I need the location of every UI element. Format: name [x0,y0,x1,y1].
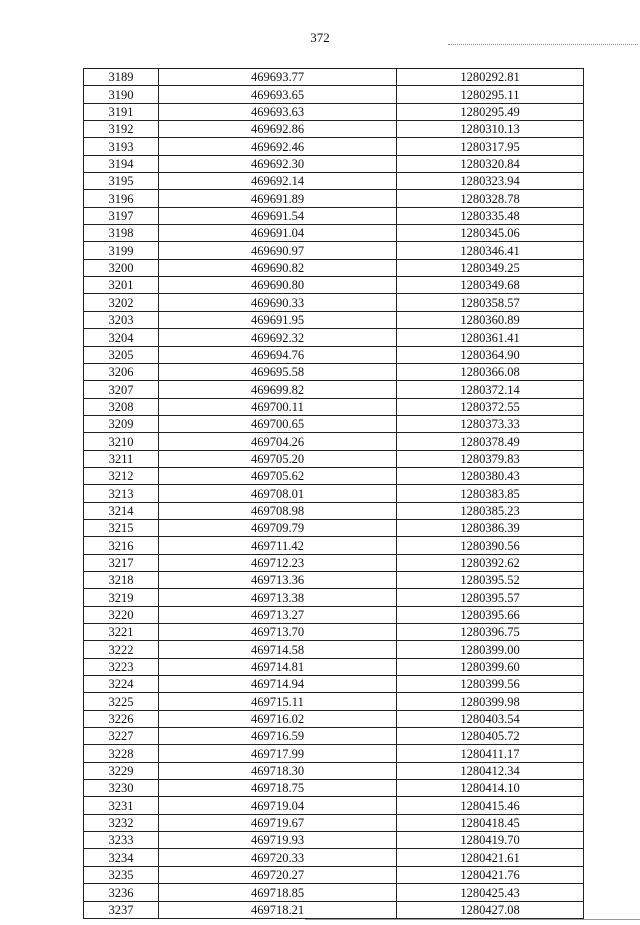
page-number: 372 [310,30,330,45]
x-coordinate-cell: 469712.23 [159,554,397,571]
table-row [84,138,584,155]
table-row [84,797,584,814]
table-row [84,728,584,745]
point-number-cell: 3227 [84,728,159,745]
point-number-cell: 3235 [84,866,159,883]
table-row [84,866,584,883]
x-coordinate-cell: 469692.14 [159,173,397,190]
x-coordinate-cell: 469720.33 [159,849,397,866]
x-coordinate-cell: 469690.33 [159,294,397,311]
table-row [84,780,584,797]
y-coordinate-cell: 1280395.66 [397,606,584,623]
table-row [84,398,584,415]
y-coordinate-cell: 1280405.72 [397,728,584,745]
point-number-cell: 3214 [84,502,159,519]
y-coordinate-cell: 1280372.14 [397,381,584,398]
point-number-cell: 3226 [84,710,159,727]
y-coordinate-cell: 1280412.34 [397,762,584,779]
point-number-cell: 3217 [84,554,159,571]
x-coordinate-cell: 469692.46 [159,138,397,155]
x-coordinate-cell: 469692.30 [159,155,397,172]
table-row [84,762,584,779]
table-row [84,554,584,571]
table-row [84,832,584,849]
x-coordinate-cell: 469691.95 [159,311,397,328]
point-number-cell: 3213 [84,485,159,502]
table-row [84,329,584,346]
point-number-cell: 3219 [84,589,159,606]
x-coordinate-cell: 469720.27 [159,866,397,883]
y-coordinate-cell: 1280364.90 [397,346,584,363]
x-coordinate-cell: 469700.11 [159,398,397,415]
x-coordinate-cell: 469719.93 [159,832,397,849]
point-number-cell: 3206 [84,363,159,380]
y-coordinate-cell: 1280386.39 [397,519,584,536]
point-number-cell: 3223 [84,658,159,675]
y-coordinate-cell: 1280292.81 [397,69,584,86]
table-row [84,103,584,120]
y-coordinate-cell: 1280378.49 [397,433,584,450]
y-coordinate-cell: 1280421.61 [397,849,584,866]
table-row [84,277,584,294]
x-coordinate-cell: 469714.94 [159,676,397,693]
table-row [84,589,584,606]
table-row [84,69,584,86]
table-row [84,225,584,242]
table-row [84,745,584,762]
table-row [84,901,584,918]
x-coordinate-cell: 469713.36 [159,571,397,588]
table-row [84,259,584,276]
y-coordinate-cell: 1280360.89 [397,311,584,328]
y-coordinate-cell: 1280385.23 [397,502,584,519]
point-number-cell: 3225 [84,693,159,710]
x-coordinate-cell: 469690.82 [159,259,397,276]
point-number-cell: 3202 [84,294,159,311]
point-number-cell: 3212 [84,467,159,484]
x-coordinate-cell: 469708.01 [159,485,397,502]
table-row [84,381,584,398]
point-number-cell: 3197 [84,207,159,224]
table-row [84,450,584,467]
x-coordinate-cell: 469693.65 [159,86,397,103]
table-row [84,693,584,710]
point-number-cell: 3228 [84,745,159,762]
table-row [84,363,584,380]
point-number-cell: 3208 [84,398,159,415]
point-number-cell: 3220 [84,606,159,623]
y-coordinate-cell: 1280295.11 [397,86,584,103]
y-coordinate-cell: 1280411.17 [397,745,584,762]
x-coordinate-cell: 469718.85 [159,884,397,901]
table-row [84,849,584,866]
table-row [84,502,584,519]
x-coordinate-cell: 469717.99 [159,745,397,762]
coordinates-table-body [84,69,584,919]
x-coordinate-cell: 469718.21 [159,901,397,918]
point-number-cell: 3221 [84,624,159,641]
point-number-cell: 3194 [84,155,159,172]
x-coordinate-cell: 469690.80 [159,277,397,294]
point-number-cell: 3211 [84,450,159,467]
table-row [84,467,584,484]
y-coordinate-cell: 1280349.68 [397,277,584,294]
y-coordinate-cell: 1280346.41 [397,242,584,259]
table-row [84,641,584,658]
y-coordinate-cell: 1280295.49 [397,103,584,120]
x-coordinate-cell: 469694.76 [159,346,397,363]
x-coordinate-cell: 469718.30 [159,762,397,779]
table-row [84,190,584,207]
x-coordinate-cell: 469708.98 [159,502,397,519]
table-row [84,676,584,693]
y-coordinate-cell: 1280383.85 [397,485,584,502]
y-coordinate-cell: 1280396.75 [397,624,584,641]
y-coordinate-cell: 1280418.45 [397,814,584,831]
table-row [84,294,584,311]
point-number-cell: 3193 [84,138,159,155]
point-number-cell: 3215 [84,519,159,536]
x-coordinate-cell: 469713.38 [159,589,397,606]
point-number-cell: 3196 [84,190,159,207]
y-coordinate-cell: 1280425.43 [397,884,584,901]
point-number-cell: 3209 [84,415,159,432]
point-number-cell: 3191 [84,103,159,120]
point-number-cell: 3216 [84,537,159,554]
y-coordinate-cell: 1280403.54 [397,710,584,727]
table-row [84,884,584,901]
point-number-cell: 3190 [84,86,159,103]
table-row [84,606,584,623]
coordinates-table [83,68,584,919]
point-number-cell: 3192 [84,121,159,138]
table-row [84,571,584,588]
x-coordinate-cell: 469691.04 [159,225,397,242]
bottom-rule [305,919,640,920]
x-coordinate-cell: 469714.81 [159,658,397,675]
x-coordinate-cell: 469714.58 [159,641,397,658]
table-row [84,242,584,259]
point-number-cell: 3218 [84,571,159,588]
x-coordinate-cell: 469705.62 [159,467,397,484]
y-coordinate-cell: 1280328.78 [397,190,584,207]
x-coordinate-cell: 469719.04 [159,797,397,814]
top-dotted-rule [448,44,638,45]
x-coordinate-cell: 469704.26 [159,433,397,450]
x-coordinate-cell: 469709.79 [159,519,397,536]
y-coordinate-cell: 1280335.48 [397,207,584,224]
y-coordinate-cell: 1280390.56 [397,537,584,554]
x-coordinate-cell: 469716.59 [159,728,397,745]
y-coordinate-cell: 1280358.57 [397,294,584,311]
x-coordinate-cell: 469692.86 [159,121,397,138]
point-number-cell: 3222 [84,641,159,658]
point-number-cell: 3236 [84,884,159,901]
x-coordinate-cell: 469713.27 [159,606,397,623]
table-row [84,173,584,190]
x-coordinate-cell: 469699.82 [159,381,397,398]
x-coordinate-cell: 469693.77 [159,69,397,86]
y-coordinate-cell: 1280310.13 [397,121,584,138]
point-number-cell: 3210 [84,433,159,450]
table-row [84,207,584,224]
table-row [84,710,584,727]
y-coordinate-cell: 1280414.10 [397,780,584,797]
y-coordinate-cell: 1280419.70 [397,832,584,849]
table-row [84,311,584,328]
y-coordinate-cell: 1280415.46 [397,797,584,814]
y-coordinate-cell: 1280361.41 [397,329,584,346]
y-coordinate-cell: 1280349.25 [397,259,584,276]
x-coordinate-cell: 469713.70 [159,624,397,641]
point-number-cell: 3230 [84,780,159,797]
table-row [84,537,584,554]
point-number-cell: 3203 [84,311,159,328]
y-coordinate-cell: 1280379.83 [397,450,584,467]
point-number-cell: 3232 [84,814,159,831]
y-coordinate-cell: 1280395.52 [397,571,584,588]
x-coordinate-cell: 469715.11 [159,693,397,710]
table-row [84,658,584,675]
point-number-cell: 3237 [84,901,159,918]
point-number-cell: 3201 [84,277,159,294]
y-coordinate-cell: 1280323.94 [397,173,584,190]
point-number-cell: 3233 [84,832,159,849]
y-coordinate-cell: 1280392.62 [397,554,584,571]
y-coordinate-cell: 1280399.00 [397,641,584,658]
y-coordinate-cell: 1280421.76 [397,866,584,883]
point-number-cell: 3229 [84,762,159,779]
point-number-cell: 3224 [84,676,159,693]
y-coordinate-cell: 1280317.95 [397,138,584,155]
point-number-cell: 3234 [84,849,159,866]
table-row [84,485,584,502]
y-coordinate-cell: 1280399.60 [397,658,584,675]
x-coordinate-cell: 469716.02 [159,710,397,727]
x-coordinate-cell: 469719.67 [159,814,397,831]
point-number-cell: 3198 [84,225,159,242]
table-row [84,121,584,138]
x-coordinate-cell: 469711.42 [159,537,397,554]
point-number-cell: 3195 [84,173,159,190]
x-coordinate-cell: 469691.54 [159,207,397,224]
point-number-cell: 3189 [84,69,159,86]
table-row [84,433,584,450]
y-coordinate-cell: 1280427.08 [397,901,584,918]
x-coordinate-cell: 469690.97 [159,242,397,259]
table-row [84,155,584,172]
y-coordinate-cell: 1280372.55 [397,398,584,415]
point-number-cell: 3205 [84,346,159,363]
y-coordinate-cell: 1280373.33 [397,415,584,432]
x-coordinate-cell: 469692.32 [159,329,397,346]
point-number-cell: 3204 [84,329,159,346]
y-coordinate-cell: 1280399.98 [397,693,584,710]
table-row [84,624,584,641]
y-coordinate-cell: 1280399.56 [397,676,584,693]
point-number-cell: 3199 [84,242,159,259]
y-coordinate-cell: 1280320.84 [397,155,584,172]
x-coordinate-cell: 469700.65 [159,415,397,432]
y-coordinate-cell: 1280345.06 [397,225,584,242]
table-row [84,346,584,363]
x-coordinate-cell: 469691.89 [159,190,397,207]
y-coordinate-cell: 1280395.57 [397,589,584,606]
point-number-cell: 3207 [84,381,159,398]
x-coordinate-cell: 469693.63 [159,103,397,120]
table-row [84,86,584,103]
x-coordinate-cell: 469695.58 [159,363,397,380]
point-number-cell: 3231 [84,797,159,814]
x-coordinate-cell: 469705.20 [159,450,397,467]
table-row [84,814,584,831]
y-coordinate-cell: 1280366.08 [397,363,584,380]
point-number-cell: 3200 [84,259,159,276]
table-row [84,519,584,536]
x-coordinate-cell: 469718.75 [159,780,397,797]
y-coordinate-cell: 1280380.43 [397,467,584,484]
table-row [84,415,584,432]
